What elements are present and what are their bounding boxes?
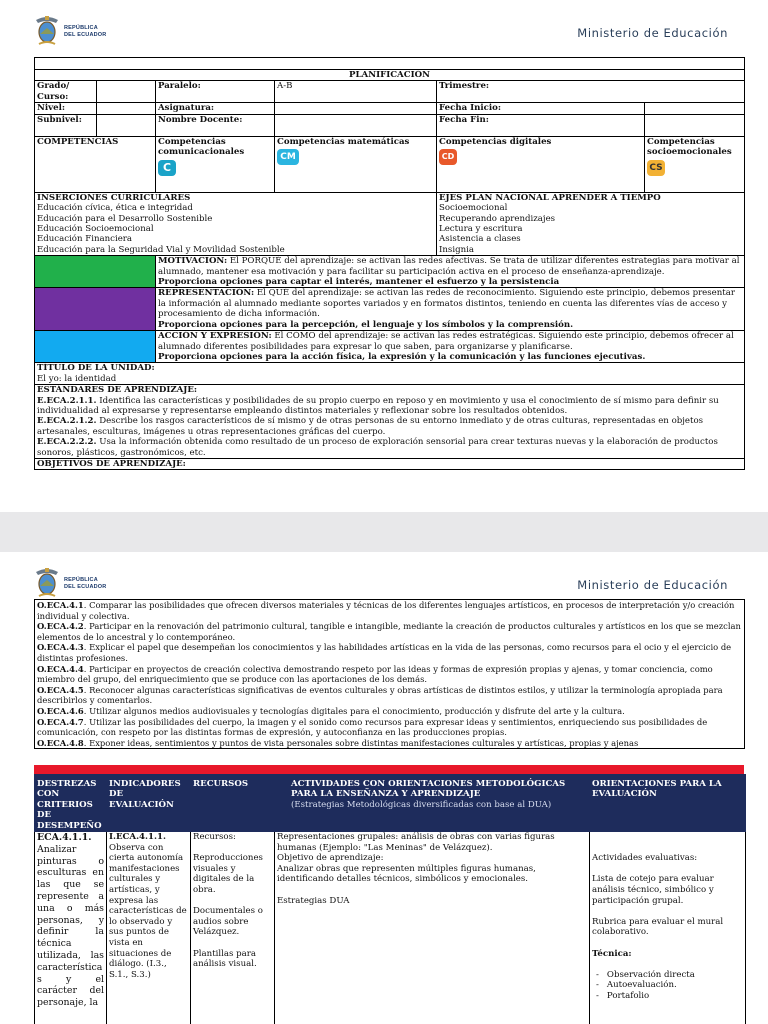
- orientaciones-cell: [590, 832, 746, 1024]
- competencias-label: [35, 136, 156, 192]
- objetivo-item: [37, 685, 742, 706]
- nombre-docente-value[interactable]: [275, 114, 437, 136]
- objetivo-text: . Utilizar algunos medios audiovisuales y tecnologías digitales para el conocimiento, producción y disfrute del arte y la cultura.: [83, 705, 625, 716]
- orientaciones-item: Rubrica para evaluar el mural colaborativo.: [592, 916, 724, 938]
- header-destrezas: DESTREZAS CON CRITERIOS DE DESEMPEÑO: [35, 775, 107, 832]
- recursos-label: Recursos:: [193, 832, 236, 843]
- accion-cell: [156, 331, 745, 363]
- objetivo-code: O.ECA.4.1: [37, 600, 84, 610]
- eje-item: Insignia: [439, 244, 474, 255]
- representacion-text: El QUÉ del aprendizaje: se activan las redes de reconocimiento. Siguiendo este principio, debemos presentar la información al alumnado mediante soportes variados y en formatos distintos, teniendo en cuenta las diferentes vías de acceso y procesamiento de dicha información.: [158, 288, 735, 320]
- objetivo-text: . Utilizar las posibilidades del cuerpo, la imagen y el sonido como recursos para expresar ideas y sentimientos, enriqueciendo sus posibilidades de comunicación, con respeto por las distintas formas de expresión, y autoconfianza en las producciones propias.: [37, 716, 708, 738]
- planning-title: [35, 70, 745, 81]
- motivacion-bold: Proporciona opciones para captar el interés, mantener el esfuerzo y la persistencia: [158, 277, 560, 288]
- grado-value[interactable]: [97, 81, 156, 103]
- republic-text: [64, 25, 106, 39]
- planning-title-text: PLANIFICACIÓN: [349, 70, 430, 80]
- estandar-code: E.ECA.2.1.2.: [37, 416, 97, 427]
- tecnica-item: - Portafolio: [608, 991, 743, 1002]
- fecha-fin-label-text: Fecha Fin:: [439, 114, 489, 125]
- trimestre-label: [437, 81, 745, 103]
- destreza-cell: [35, 832, 107, 1024]
- comunicacional-icon: C: [158, 160, 176, 176]
- recursos-cell: [191, 832, 275, 1024]
- insercion-item: Educación Socioemocional: [37, 224, 154, 235]
- motivacion-label: MOTIVACION:: [158, 256, 228, 267]
- paralelo-label-text: Paralelo:: [158, 81, 201, 92]
- insercion-item: Educación cívica, ética e integridad: [37, 203, 193, 214]
- destreza-code: ECA.4.1.1.: [37, 832, 92, 844]
- estandar-item: [37, 416, 742, 437]
- eje-item: Lectura y escritura: [439, 224, 523, 235]
- republic-line-1: REPÚBLICA: [64, 25, 98, 31]
- objetivo-text: . Participar en la renovación del patrimonio cultural, tangible e intangible, mediante la creación de productos culturales y artísticos en los que se mezclan elementos de lo ancestral y lo contemporáneo.: [37, 621, 741, 642]
- ecuador-logo: [34, 14, 124, 54]
- estandar-item: [37, 396, 742, 417]
- actividad-item: Analizar obras que representen múltiples figuras humanas, identificando detalles técnicos, simbólicos y emocionales.: [277, 863, 536, 885]
- tecnica-item: - Observación directa: [608, 970, 743, 981]
- insercion-item: Educación para la Seguridad Vial y Movilidad Sostenible: [37, 244, 285, 255]
- recurso-item: Plantillas para análisis visual.: [193, 948, 257, 970]
- recurso-item: Documentales o audios sobre Velázquez.: [193, 906, 263, 938]
- ministry-name: Ministerio de Educación: [577, 578, 728, 592]
- socioemocional-icon: CS: [647, 160, 665, 176]
- orientaciones-title: Actividades evaluativas:: [592, 853, 698, 864]
- asignatura-label: [156, 103, 275, 114]
- ministry-name: Ministerio de Educación: [577, 26, 728, 40]
- estandar-text: Describe los rasgos característicos de sí mismo y de otras personas de su entorno inmediato y de otras culturas, representadas en objetos artesanales, esculturas, imágenes u otras representaciones gráficas del cuerpo.: [37, 416, 704, 437]
- eje-item: Asistencia a clases: [439, 234, 521, 245]
- estandares-cell: [35, 385, 745, 459]
- fecha-fin-value[interactable]: [645, 114, 745, 136]
- subnivel-value[interactable]: [97, 114, 156, 136]
- actividad-item: Estrategias DUA: [277, 895, 350, 906]
- indicador-cell: [107, 832, 191, 1024]
- accion-label: ACCIÓN Y EXPRESIÓN:: [158, 331, 272, 342]
- nombre-docente-label: [156, 114, 275, 136]
- tecnica-label: Técnica:: [592, 948, 632, 959]
- fecha-inicio-value[interactable]: [645, 103, 745, 114]
- objetivos-label-cell: [35, 458, 745, 469]
- page-two: [0, 552, 768, 1024]
- page-header: [0, 0, 768, 52]
- fecha-inicio-label: [437, 103, 645, 114]
- coat-of-arms-icon: [34, 14, 60, 48]
- eje-item: Socioemocional: [439, 203, 508, 214]
- actividades-cell: [275, 832, 590, 1024]
- competencia-digital-text: Competencias digitales: [439, 136, 552, 147]
- nombre-docente-label-text: Nombre Docente:: [158, 114, 243, 125]
- accion-swatch: [35, 331, 156, 363]
- motivacion-text: El PORQUÉ del aprendizaje: se activan las redes afectivas. Se trata de utilizar diferentes estrategias para motivar al alumnado, mantener esa motivación y para facilitar su participación activa en el proceso de enseñanza-aprendizaje.: [158, 256, 740, 277]
- subnivel-label-text: Subnivel:: [37, 114, 82, 125]
- estandar-item: [37, 437, 742, 458]
- objetivo-code: O.ECA.4.8: [37, 737, 84, 748]
- recurso-item: Reproducciones visuales y digitales de la obra.: [193, 853, 263, 895]
- objetivo-item: [37, 621, 742, 642]
- objetivo-code: O.ECA.4.3: [37, 642, 84, 653]
- competencia-socioemocional-text: Competencias socioemocionales: [647, 136, 732, 158]
- matematica-icon: CM: [277, 149, 299, 165]
- republic-line-2: DEL ECUADOR: [64, 584, 107, 590]
- insercion-item: Educación Financiera: [37, 234, 133, 245]
- inserciones-title: INSERCIONES CURRICULARES: [37, 192, 191, 203]
- destreza-text: Analizar pinturas o esculturas en las que se represente a una o más personas, y definir la técnica utilizada, las característica s y el carácter del personaje, la: [37, 843, 104, 1009]
- objetivo-code: O.ECA.4.4: [37, 663, 84, 674]
- representacion-cell: [156, 288, 745, 331]
- actividad-item: Objetivo de aprendizaje:: [277, 853, 384, 864]
- paralelo-label: [156, 81, 275, 103]
- paralelo-value[interactable]: A-B: [275, 81, 437, 103]
- red-divider: [34, 765, 744, 774]
- eje-item: Recuperando aprendizajes: [439, 213, 556, 224]
- asignatura-label-text: Asignatura:: [158, 103, 215, 114]
- objetivo-text: . Participar en proyectos de creación colectiva demostrando respeto por las ideas y formas de expresión propias y ajenas, y tomar conciencia, como miembro del grupo, del enriquecimiento que se produce con las aportaciones de los demás.: [37, 663, 713, 685]
- digital-icon: CD: [439, 149, 457, 165]
- accion-text: El CÓMO del aprendizaje: se activan las redes estratégicas. Siguiendo este principio, debemos ofrecer al alumnado diferentes posibilidades para expresar lo que saben, para organizarse y planificarse.: [158, 331, 734, 352]
- orientaciones-item: Lista de cotejo para evaluar análisis técnico, simbólico y participación grupal.: [592, 874, 714, 906]
- nivel-label: [35, 103, 97, 114]
- header-orientaciones: ORIENTACIONES PARA LA EVALUACIÓN: [590, 775, 746, 832]
- objetivo-text: . Explicar el papel que desempeñan los conocimientos y las habilidades artísticas en la vida de las personas, como recursos para el ocio y el ejercicio de distintas profesiones.: [37, 642, 732, 663]
- objetivo-text: . Reconocer algunas características significativas de eventos culturales y obras artísticas de distintos estilos, y utilizar la terminología apropiada para describirlos y comentarlos.: [37, 684, 723, 706]
- competencia-digital: [437, 136, 645, 192]
- grado-label: [35, 81, 97, 103]
- objetivos-table: [34, 599, 745, 749]
- competencia-comunicacional-text: Competencias comunicacionales: [158, 136, 245, 158]
- representacion-bold: Proporciona opciones para la percepción, el lenguaje y los símbolos y la comprensión.: [158, 319, 574, 330]
- nivel-label-text: Nivel:: [37, 103, 66, 114]
- fecha-fin-label: [437, 114, 645, 136]
- objetivos-label: OBJETIVOS DE APRENDIZAJE:: [37, 458, 186, 469]
- objetivos-cell: [35, 600, 745, 749]
- asignatura-value[interactable]: [275, 103, 437, 114]
- objetivo-item: [37, 642, 742, 663]
- unidad-cell: [35, 363, 745, 385]
- fecha-inicio-label-text: Fecha Inicio:: [439, 103, 502, 114]
- objetivo-code: O.ECA.4.7: [37, 716, 84, 727]
- header-actividades: [275, 775, 590, 832]
- header-recursos: RECURSOS: [191, 775, 275, 832]
- republic-line-2: DEL ECUADOR: [64, 32, 107, 38]
- objetivo-item: [37, 664, 742, 685]
- subnivel-label: [35, 114, 97, 136]
- competencia-comunicacional: [156, 136, 275, 192]
- objetivo-item: [37, 717, 742, 738]
- coat-of-arms-icon: [34, 566, 60, 600]
- planning-table: [34, 57, 745, 470]
- estandar-code: E.ECA.2.2.2.: [37, 437, 97, 448]
- republic-line-1: REPÚBLICA: [64, 577, 98, 583]
- indicador-text: Observa con cierta autonomía manifestaciones culturales y artísticas, y expresa las características de lo observado y sus puntos de vista en situaciones de diálogo. (I.3., S.1., S.3.): [109, 842, 187, 980]
- competencias-label-text: COMPETENCIAS: [37, 136, 119, 147]
- ejes-cell: [437, 192, 745, 255]
- estandar-text: Identifica las características y posibilidades de su propio cuerpo en reposo y en movimiento y usa el conocimiento de sí mismo para definir su individualidad al expresarse y representarse empleando distintos materiales y reflexionar sobre los resultados obtenidos.: [37, 395, 719, 416]
- tecnica-item: - Autoevaluación.: [608, 980, 743, 991]
- top-spacer-row: [35, 58, 745, 70]
- header-actividades-text: ACTIVIDADES CON ORIENTACIONES METODOLÓGICAS PARA LA ENSEÑANZA Y APRENDIZAJE: [291, 779, 566, 800]
- motivacion-swatch: [35, 256, 156, 288]
- representacion-label: REPRESENTACIÓN:: [158, 288, 255, 299]
- objetivo-item: [37, 706, 742, 717]
- nivel-value[interactable]: [97, 103, 156, 114]
- representacion-swatch: [35, 288, 156, 331]
- inserciones-cell: [35, 192, 437, 255]
- trimestre-label-text: Trimestre:: [439, 81, 490, 92]
- competencia-socioemocional: [645, 136, 745, 192]
- main-planning-table: [34, 774, 746, 1024]
- republic-text: [64, 577, 106, 591]
- header-indicadores: INDICADORES DE EVALUACIÓN: [107, 775, 191, 832]
- objetivo-text: . Exponer ideas, sentimientos y puntos de vista personales sobre distintas manifestaciones culturales y artísticas, propias y ajenas: [83, 737, 639, 748]
- accion-bold: Proporciona opciones para la acción física, la expresión y la comunicación y las funciones ejecutivas.: [158, 351, 646, 362]
- objetivo-text: . Comparar las posibilidades que ofrecen diversos materiales y técnicas de los diferentes lenguajes artísticos, en procesos de interpretación y/o creación individual y colectiva.: [37, 600, 735, 621]
- objetivo-code: O.ECA.4.6: [37, 705, 84, 716]
- objetivo-code: O.ECA.4.2: [37, 621, 84, 632]
- insercion-item: Educación para el Desarrollo Sostenible: [37, 213, 213, 224]
- motivacion-cell: [156, 256, 745, 288]
- estandares-label: ESTÁNDARES DE APRENDIZAJE:: [37, 385, 198, 396]
- unidad-value: El yo: la identidad: [37, 373, 117, 384]
- grado-label-text: Grado/ Curso:: [37, 81, 70, 102]
- unidad-label: TÍTULO DE LA UNIDAD:: [37, 363, 155, 374]
- ejes-title: EJES PLAN NACIONAL APRENDER A TIEMPO: [439, 192, 661, 203]
- objetivo-item: [37, 738, 742, 749]
- page-header: [0, 552, 768, 604]
- objetivo-item: [37, 600, 742, 621]
- competencia-matematica-text: Competencias matemáticas: [277, 136, 410, 147]
- indicador-code: I.ECA.4.1.1.: [109, 832, 166, 843]
- estandar-text: Usa la información obtenida como resultado de un proceso de exploración sensorial para crear texturas nuevas y la elaboración de productos sonoros, plásticos, gastronómicos, etc.: [37, 437, 718, 458]
- estandar-code: E.ECA.2.1.1.: [37, 395, 97, 406]
- actividad-item: Representaciones grupales: análisis de obras con varias figuras humanas (Ejemplo: "Las Meninas" de Velázquez).: [277, 832, 555, 853]
- tecnicas-list: [592, 970, 743, 1002]
- objetivo-code: O.ECA.4.5: [37, 684, 84, 695]
- competencia-matematica: [275, 136, 437, 192]
- header-actividades-sub: (Estrategias Metodológicas diversificadas con base al DUA): [291, 799, 552, 810]
